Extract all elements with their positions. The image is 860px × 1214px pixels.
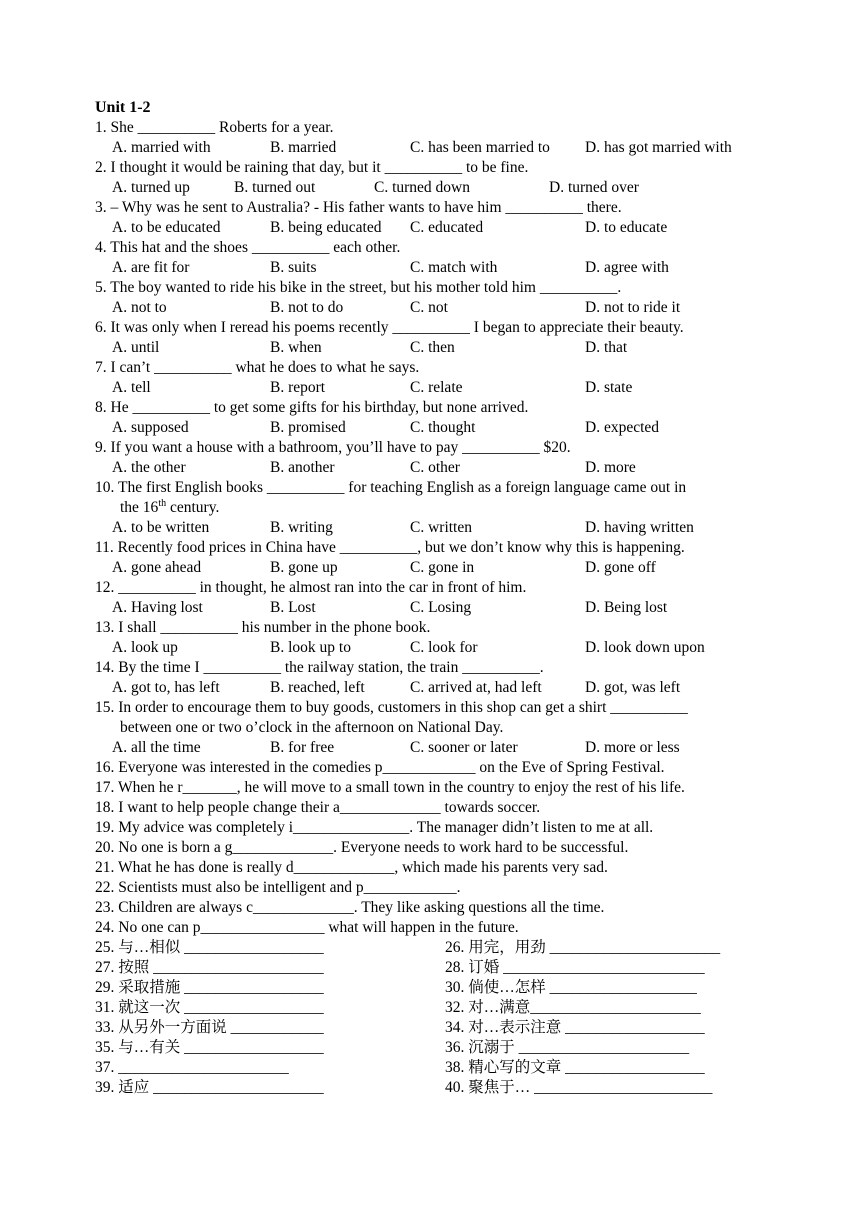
answer-blank[interactable]: _____________ (252, 899, 354, 916)
multiple-choice-section (95, 118, 775, 478)
sentence-start: 21. What he has done is really (95, 859, 286, 876)
question-text: 5. The boy wanted to ride his bike in the street, but his mother told him __________. (95, 279, 622, 296)
option-a: A. all the time (112, 739, 201, 756)
option-d: D. gone off (585, 559, 656, 576)
fill-in-sentence (95, 918, 775, 938)
hint-letter: p (192, 919, 201, 936)
fill-in-sentence (95, 878, 775, 898)
question-10 (95, 478, 775, 538)
fill-in-sentence (95, 758, 775, 778)
answer-options (95, 178, 775, 198)
question-text: 12. __________ in thought, he almost ran into the car in front of him. (95, 579, 527, 596)
option-d: D. look down upon (585, 639, 705, 656)
option-c: C. Losing (410, 599, 472, 616)
option-b: B. look up to (270, 639, 351, 656)
option-b: B. promised (270, 419, 346, 436)
option-a: A. to be educated (112, 219, 221, 236)
hint-letter: p (355, 879, 364, 896)
phrase-item-left: 33. 从另外一方面说 ____________ (95, 1019, 324, 1036)
question-item (95, 278, 775, 318)
question-item (95, 118, 775, 158)
option-d: D. has got married with (585, 139, 732, 156)
option-a: A. until (112, 339, 160, 356)
hint-letter: i (288, 819, 294, 836)
question-text-continued: the 16th century. (120, 497, 220, 516)
multiple-choice-section-2 (95, 538, 775, 698)
question-text: 7. I can’t __________ what he does to what he says. (95, 359, 420, 376)
option-a: A. not to (112, 299, 167, 316)
option-b: B. another (270, 459, 335, 476)
phrase-row (95, 1058, 775, 1078)
question-item (95, 238, 775, 278)
phrase-item-right: 36. 沉溺于 ______________________ (445, 1039, 690, 1056)
answer-options (95, 678, 775, 698)
word-fill-section (95, 758, 775, 938)
phrase-row (95, 998, 775, 1018)
option-a: A. are fit for (112, 259, 190, 276)
fill-in-sentence (95, 898, 775, 918)
option-d: D. agree with (585, 259, 669, 276)
fill-in-sentence (95, 838, 775, 858)
phrase-item-right: 30. 倘使…怎样 ___________________ (445, 979, 697, 996)
option-a: A. married with (112, 139, 211, 156)
phrase-row (95, 1018, 775, 1038)
option-a: A. got to, has left (112, 679, 220, 696)
hint-letter: r (177, 779, 183, 796)
question-item (95, 538, 775, 578)
phrase-item-right: 38. 精心写的文章 __________________ (445, 1059, 705, 1076)
question-text-continued: between one or two o’clock in the afternoon on National Day. (120, 719, 504, 736)
option-c: C. thought (410, 419, 476, 436)
phrase-item-right: 28. 订婚 __________________________ (445, 959, 705, 976)
unit-title: Unit 1-2 (95, 99, 151, 116)
answer-blank[interactable]: _____________ (293, 859, 395, 876)
answer-options (95, 298, 775, 318)
question-text: 11. Recently food prices in China have __________, but we don’t know why this is happening. (95, 539, 685, 556)
phrase-item-right: 40. 聚焦于… _______________________ (445, 1079, 713, 1096)
option-d: D. that (585, 339, 628, 356)
option-b: B. gone up (270, 559, 338, 576)
phrase-item-left: 27. 按照 ______________________ (95, 959, 324, 976)
answer-blank[interactable]: _______ (182, 779, 237, 796)
question-text: 14. By the time I __________ the railway station, the train __________. (95, 659, 544, 676)
option-d: D. to educate (585, 219, 668, 236)
option-b: B. married (270, 139, 337, 156)
question-item (95, 578, 775, 618)
phrase-item-right: 34. 对…表示注意 __________________ (445, 1019, 705, 1036)
question-15 (95, 698, 775, 758)
option-a: A. tell (112, 379, 151, 396)
sentence-end: . They like asking questions all the time. (353, 899, 605, 916)
answer-options (95, 458, 775, 478)
sentence-start: 22. Scientists must also be intelligent and (95, 879, 356, 896)
phrase-row (95, 958, 775, 978)
sentence-end: . (456, 879, 461, 896)
option-b: B. Lost (270, 599, 316, 616)
option-b: B. when (270, 339, 322, 356)
sentence-end: , which made his parents very sad. (394, 859, 608, 876)
answer-blank[interactable]: ________________ (200, 919, 325, 936)
question-text: 2. I thought it would be raining that day, but it __________ to be fine. (95, 159, 529, 176)
option-d: D. having written (585, 519, 694, 536)
option-b: B. for free (270, 739, 335, 756)
answer-blank[interactable]: ____________ (363, 879, 457, 896)
option-a: A. Having lost (112, 599, 203, 616)
sentence-start: 16. Everyone was interested in the comedies (95, 759, 375, 776)
sentence-end: , he will move to a small town in the country to enjoy the rest of his life. (236, 779, 685, 796)
phrase-item-left: 37. ______________________ (95, 1059, 289, 1076)
answer-options (95, 338, 775, 358)
phrase-item-left: 29. 采取措施 __________________ (95, 979, 324, 996)
option-c: C. educated (410, 219, 484, 236)
sentence-start: 18. I want to help people change their (95, 799, 334, 816)
option-a: A. to be written (112, 519, 210, 536)
question-item (95, 658, 775, 698)
sentence-end: . Everyone needs to work hard to be successful. (333, 839, 629, 856)
answer-options (95, 558, 775, 578)
option-b: B. writing (270, 519, 333, 536)
fill-in-sentence (95, 818, 775, 838)
sentence-start: 24. No one can (95, 919, 193, 936)
sentence-end: towards soccer. (440, 799, 541, 816)
hint-letter: g (224, 839, 233, 856)
answer-options (95, 378, 775, 398)
question-item (95, 318, 775, 358)
phrase-row (95, 978, 775, 998)
option-b: B. not to do (270, 299, 344, 316)
option-c: C. relate (410, 379, 463, 396)
option-d: D. got, was left (585, 679, 681, 696)
answer-blank[interactable]: _____________ (339, 799, 441, 816)
question-text: 1. She __________ Roberts for a year. (95, 119, 334, 136)
hint-letter: p (374, 759, 383, 776)
option-d: D. state (585, 379, 633, 396)
question-text: 3. – Why was he sent to Australia? - His father wants to have him __________ there. (95, 199, 622, 216)
question-text: 10. The first English books __________ for teaching English as a foreign language came out in (95, 479, 687, 496)
answer-options (95, 138, 775, 158)
phrase-row (95, 1038, 775, 1058)
answer-options (95, 258, 775, 278)
question-item (95, 438, 775, 478)
option-b: B. turned out (234, 179, 316, 196)
hint-letter: a (333, 799, 340, 816)
sentence-start: 20. No one is born a (95, 839, 225, 856)
option-b: B. suits (270, 259, 317, 276)
answer-blank[interactable]: _____________ (232, 839, 334, 856)
answer-options (95, 218, 775, 238)
question-item (95, 398, 775, 438)
option-d: D. Being lost (585, 599, 668, 616)
hint-letter: d (285, 859, 294, 876)
option-c: C. not (410, 299, 448, 316)
sentence-end: what will happen in the future. (324, 919, 519, 936)
question-item (95, 158, 775, 198)
option-c: C. gone in (410, 559, 475, 576)
option-d: D. turned over (549, 179, 639, 196)
option-c: C. look for (410, 639, 478, 656)
option-a: A. the other (112, 459, 186, 476)
question-text: 8. He __________ to get some gifts for his birthday, but none arrived. (95, 399, 529, 416)
answer-options (95, 738, 775, 758)
sentence-end: . The manager didn’t listen to me at all. (409, 819, 654, 836)
option-c: C. has been married to (410, 139, 550, 156)
question-item (95, 198, 775, 238)
option-c: C. turned down (374, 179, 471, 196)
answer-blank[interactable]: ____________ (382, 759, 476, 776)
answer-options (95, 418, 775, 438)
phrase-item-left: 39. 适应 ______________________ (95, 1079, 324, 1096)
option-b: B. report (270, 379, 326, 396)
phrase-row (95, 1078, 775, 1098)
answer-options (95, 638, 775, 658)
phrase-translation-section (95, 938, 775, 1098)
phrase-item-left: 25. 与…相似 __________________ (95, 939, 324, 956)
phrase-item-right: 26. 用完，用劲 ______________________ (445, 939, 721, 956)
option-c: C. sooner or later (410, 739, 518, 756)
worksheet-content (95, 98, 775, 1098)
question-item (95, 358, 775, 398)
sentence-start: 23. Children are always (95, 899, 247, 916)
question-item (95, 618, 775, 658)
option-a: A. supposed (112, 419, 189, 436)
option-c: C. written (410, 519, 472, 536)
option-d: D. not to ride it (585, 299, 681, 316)
option-d: D. more (585, 459, 636, 476)
question-text: 13. I shall __________ his number in the phone book. (95, 619, 431, 636)
option-a: A. gone ahead (112, 559, 202, 576)
option-c: C. arrived at, had left (410, 679, 542, 696)
fill-in-sentence (95, 858, 775, 878)
option-b: B. being educated (270, 219, 382, 236)
option-a: A. look up (112, 639, 178, 656)
option-b: B. reached, left (270, 679, 365, 696)
sentence-start: 19. My advice was completely (95, 819, 289, 836)
hint-letter: c (246, 899, 253, 916)
answer-options (95, 518, 775, 538)
question-text: 9. If you want a house with a bathroom, you’ll have to pay __________ $20. (95, 439, 571, 456)
option-a: A. turned up (112, 179, 190, 196)
phrase-item-left: 35. 与…有关 __________________ (95, 1039, 324, 1056)
question-text: 6. It was only when I reread his poems recently __________ I began to appreciate their beauty. (95, 319, 684, 336)
question-text: 15. In order to encourage them to buy goods, customers in this shop can get a shirt __________ (95, 699, 688, 716)
option-c: C. other (410, 459, 460, 476)
question-text: 4. This hat and the shoes __________ each other. (95, 239, 401, 256)
answer-options (95, 598, 775, 618)
option-c: C. then (410, 339, 455, 356)
sentence-start: 17. When he (95, 779, 178, 796)
phrase-item-left: 31. 就这一次 __________________ (95, 999, 324, 1016)
option-d: D. expected (585, 419, 660, 436)
sentence-end: on the Eve of Spring Festival. (475, 759, 665, 776)
phrase-row (95, 938, 775, 958)
answer-blank[interactable]: _______________ (293, 819, 410, 836)
fill-in-sentence (95, 798, 775, 818)
option-c: C. match with (410, 259, 498, 276)
fill-in-sentence (95, 778, 775, 798)
phrase-item-right: 32. 对…满意______________________ (445, 999, 701, 1016)
option-d: D. more or less (585, 739, 680, 756)
